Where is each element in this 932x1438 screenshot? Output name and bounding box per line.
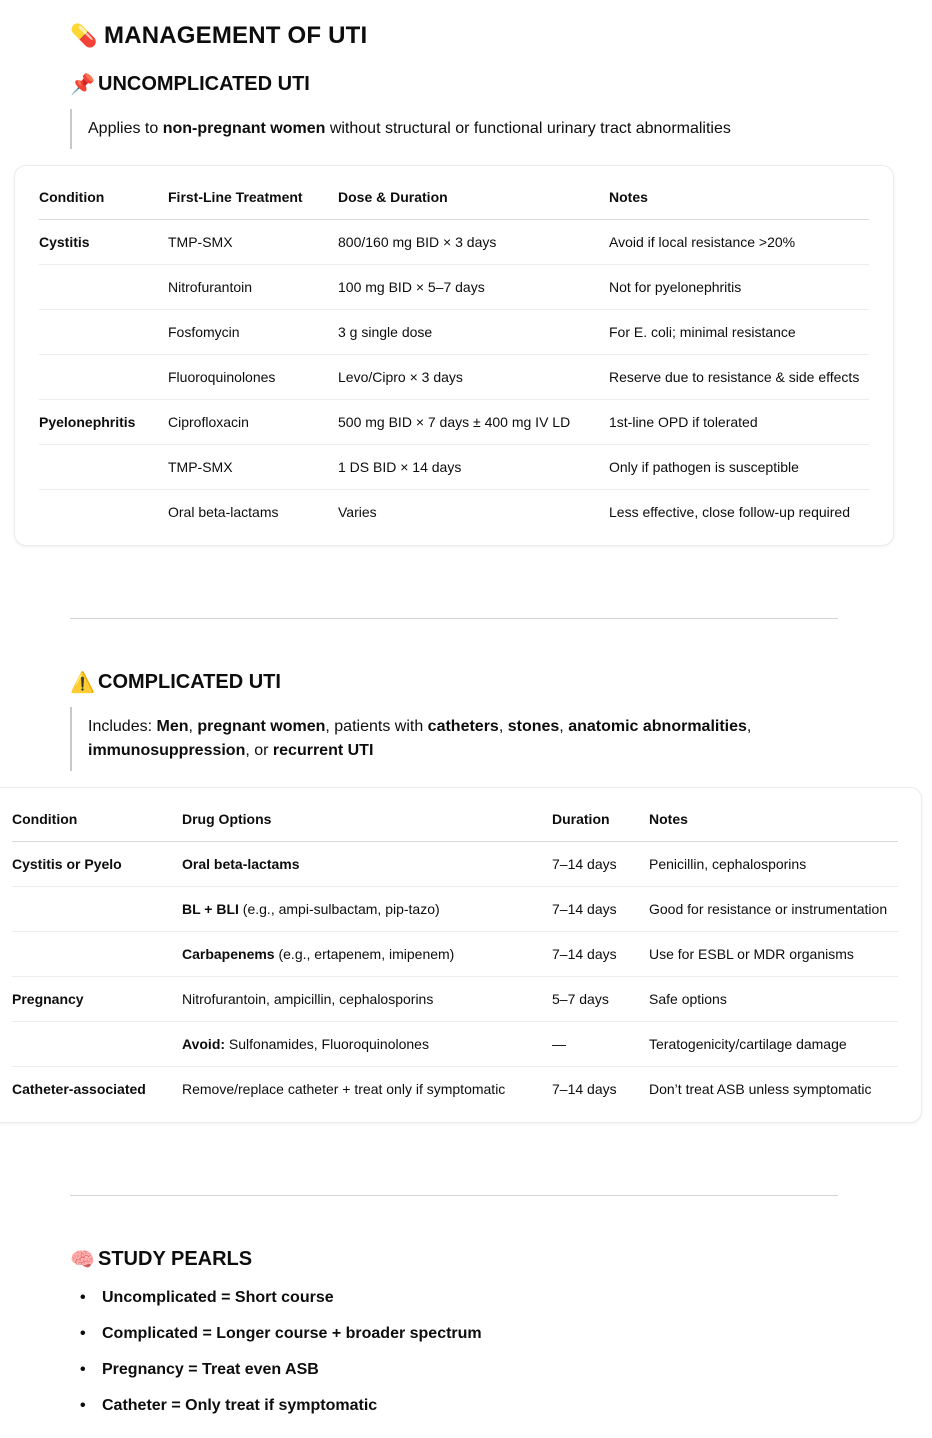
notes-cell: Only if pathogen is susceptible [609, 444, 869, 489]
notes-cell: Teratogenicity/cartilage damage [649, 1021, 898, 1066]
dose-cell: Varies [338, 503, 377, 520]
drug-options-cell [182, 886, 552, 931]
column-header: Dose & Duration [338, 169, 609, 219]
dose-cell: Levo/Cipro × 3 days [338, 354, 609, 399]
list-item [80, 1322, 482, 1358]
treatment-cell: TMP-SMX [168, 219, 338, 264]
treatment-cell: TMP-SMX [168, 444, 338, 489]
condition-cell: Pregnancy [12, 976, 182, 1021]
column-header: Notes [649, 791, 898, 841]
uncomplicated-note [70, 109, 731, 149]
condition-cell [39, 354, 168, 399]
complicated-heading-text: COMPLICATED UTI [98, 670, 281, 693]
page-title [70, 22, 367, 50]
column-header: Notes [609, 169, 869, 219]
table-header-row [12, 791, 898, 841]
note-suffix: without structural or functional urinary tract abnormalities [325, 120, 731, 137]
note-part: , or [245, 742, 273, 759]
uncomplicated-heading-text: UNCOMPLICATED UTI [98, 72, 310, 95]
drug-text: (e.g., ampi-sulbactam, pip-tazo) [238, 900, 440, 917]
pearl-text: Pregnancy = Treat even ASB [102, 1361, 319, 1378]
note-prefix: Applies to [88, 120, 163, 137]
treatment-cell: Fluoroquinolones [168, 354, 338, 399]
note-part: , patients with [325, 718, 428, 735]
table-row [12, 976, 898, 1021]
notes-cell: For E. coli; minimal resistance [609, 309, 869, 354]
column-header: Duration [552, 791, 649, 841]
duration-cell: 5–7 days [552, 976, 649, 1021]
table-row [39, 219, 869, 264]
notes-cell: Use for ESBL or MDR organisms [649, 931, 898, 976]
complicated-note [70, 707, 790, 771]
condition-cell [12, 931, 182, 976]
note-bold: non-pregnant women [162, 120, 326, 137]
note-part: Men [156, 718, 189, 735]
table-row [39, 489, 869, 534]
drug-text: Nitrofurantoin, ampicillin, cephalosporins [182, 990, 434, 1007]
treatment-cell: Ciprofloxacin [168, 399, 338, 444]
table-row [39, 309, 869, 354]
pill-icon: 💊 [70, 23, 98, 49]
column-header: Drug Options [182, 791, 552, 841]
drug-bold: Carbapenems [182, 945, 275, 962]
drug-options-cell [182, 1021, 552, 1066]
treatment-cell: Nitrofurantoin [168, 264, 338, 309]
treatment-cell: Fosfomycin [168, 309, 338, 354]
divider [70, 618, 838, 619]
notes-cell: Not for pyelonephritis [609, 264, 869, 309]
note-part: immunosuppression [88, 742, 246, 759]
notes-cell: Reserve due to resistance & side effects [609, 354, 869, 399]
dose-cell: 800/160 mg BID × 3 days [338, 219, 609, 264]
complicated-heading [70, 670, 281, 694]
table-row [39, 354, 869, 399]
notes-cell: Less effective, close follow-up required [609, 503, 850, 520]
uncomplicated-table-card [14, 165, 894, 546]
duration-cell: 7–14 days [552, 931, 649, 976]
bullet-icon: • [80, 1289, 86, 1306]
column-header: First-Line Treatment [168, 169, 338, 219]
dose-cell: 3 g single dose [338, 309, 609, 354]
pushpin-icon: 📌 [70, 72, 95, 96]
condition-cell: Cystitis or Pyelo [12, 841, 182, 886]
notes-cell: Don’t treat ASB unless symptomatic [649, 1080, 872, 1097]
condition-cell [39, 309, 168, 354]
duration-cell: — [552, 1021, 649, 1066]
drug-options-cell [182, 841, 552, 886]
complicated-table-card [0, 787, 922, 1123]
note-part: Includes: [88, 718, 157, 735]
drug-text: Sulfonamides, Fluoroquinolones [225, 1035, 429, 1052]
column-header: Condition [12, 791, 182, 841]
pearls-heading [70, 1247, 252, 1271]
table-header-row [39, 169, 869, 219]
note-part: , [746, 718, 752, 735]
bullet-icon: • [80, 1397, 86, 1414]
column-header: Condition [39, 169, 168, 219]
duration-cell: 7–14 days [552, 886, 649, 931]
complicated-table [12, 791, 898, 1111]
condition-cell: Cystitis [39, 219, 168, 264]
drug-options-cell [182, 931, 552, 976]
condition-cell [39, 444, 168, 489]
list-item [80, 1358, 482, 1394]
pearls-heading-text: STUDY PEARLS [98, 1247, 253, 1270]
condition-cell: Pyelonephritis [39, 399, 168, 444]
note-part: anatomic abnormalities [568, 718, 747, 735]
pearl-text: Catheter = Only treat if symptomatic [102, 1397, 378, 1414]
table-row [12, 1066, 898, 1111]
table-row [39, 264, 869, 309]
list-item [80, 1286, 482, 1322]
note-part: pregnant women [197, 718, 326, 735]
bullet-icon: • [80, 1325, 86, 1342]
condition-cell [39, 264, 168, 309]
treatment-cell: Oral beta-lactams [168, 503, 279, 520]
pearl-text: Complicated = Longer course + broader spectrum [102, 1325, 482, 1342]
table-row [12, 1021, 898, 1066]
condition-cell [12, 886, 182, 931]
warning-icon: ⚠️ [70, 670, 95, 694]
table-row [12, 886, 898, 931]
drug-bold: Avoid: [182, 1035, 226, 1052]
condition-cell [12, 1021, 182, 1066]
condition-cell [39, 489, 168, 534]
drug-bold: BL + BLI [182, 900, 239, 917]
notes-cell: Good for resistance or instrumentation [649, 886, 898, 931]
table-row [39, 444, 869, 489]
drug-text: Remove/replace catheter + treat only if symptomatic [182, 1080, 506, 1097]
drug-bold: Oral beta-lactams [182, 855, 300, 872]
table-row [39, 399, 869, 444]
duration-cell: 7–14 days [552, 1080, 617, 1097]
table-row [12, 931, 898, 976]
note-part: catheters [427, 718, 499, 735]
brain-icon: 🧠 [70, 1247, 95, 1271]
notes-cell: Avoid if local resistance >20% [609, 219, 869, 264]
drug-options-cell [182, 976, 552, 1021]
uncomplicated-heading [70, 72, 310, 96]
note-part: , [188, 718, 198, 735]
notes-cell: 1st-line OPD if tolerated [609, 399, 869, 444]
note-part: stones [507, 718, 560, 735]
bullet-icon: • [80, 1361, 86, 1378]
dose-cell: 1 DS BID × 14 days [338, 444, 609, 489]
uncomplicated-table [39, 169, 869, 534]
note-part: recurrent UTI [272, 742, 374, 759]
condition-cell: Catheter-associated [12, 1080, 146, 1097]
drug-text: (e.g., ertapenem, imipenem) [274, 945, 455, 962]
duration-cell: 7–14 days [552, 841, 649, 886]
notes-cell: Penicillin, cephalosporins [649, 841, 898, 886]
notes-cell: Safe options [649, 976, 898, 1021]
dose-cell: 100 mg BID × 5–7 days [338, 264, 609, 309]
divider [70, 1195, 838, 1196]
note-part: , [498, 718, 508, 735]
pearls-list [80, 1286, 482, 1430]
list-item [80, 1394, 482, 1430]
pearl-text: Uncomplicated = Short course [102, 1289, 334, 1306]
dose-cell: 500 mg BID × 7 days ± 400 mg IV LD [338, 399, 609, 444]
table-row [12, 841, 898, 886]
page-title-text: MANAGEMENT OF UTI [104, 22, 368, 49]
note-part: , [559, 718, 569, 735]
drug-options-cell [182, 1066, 552, 1111]
